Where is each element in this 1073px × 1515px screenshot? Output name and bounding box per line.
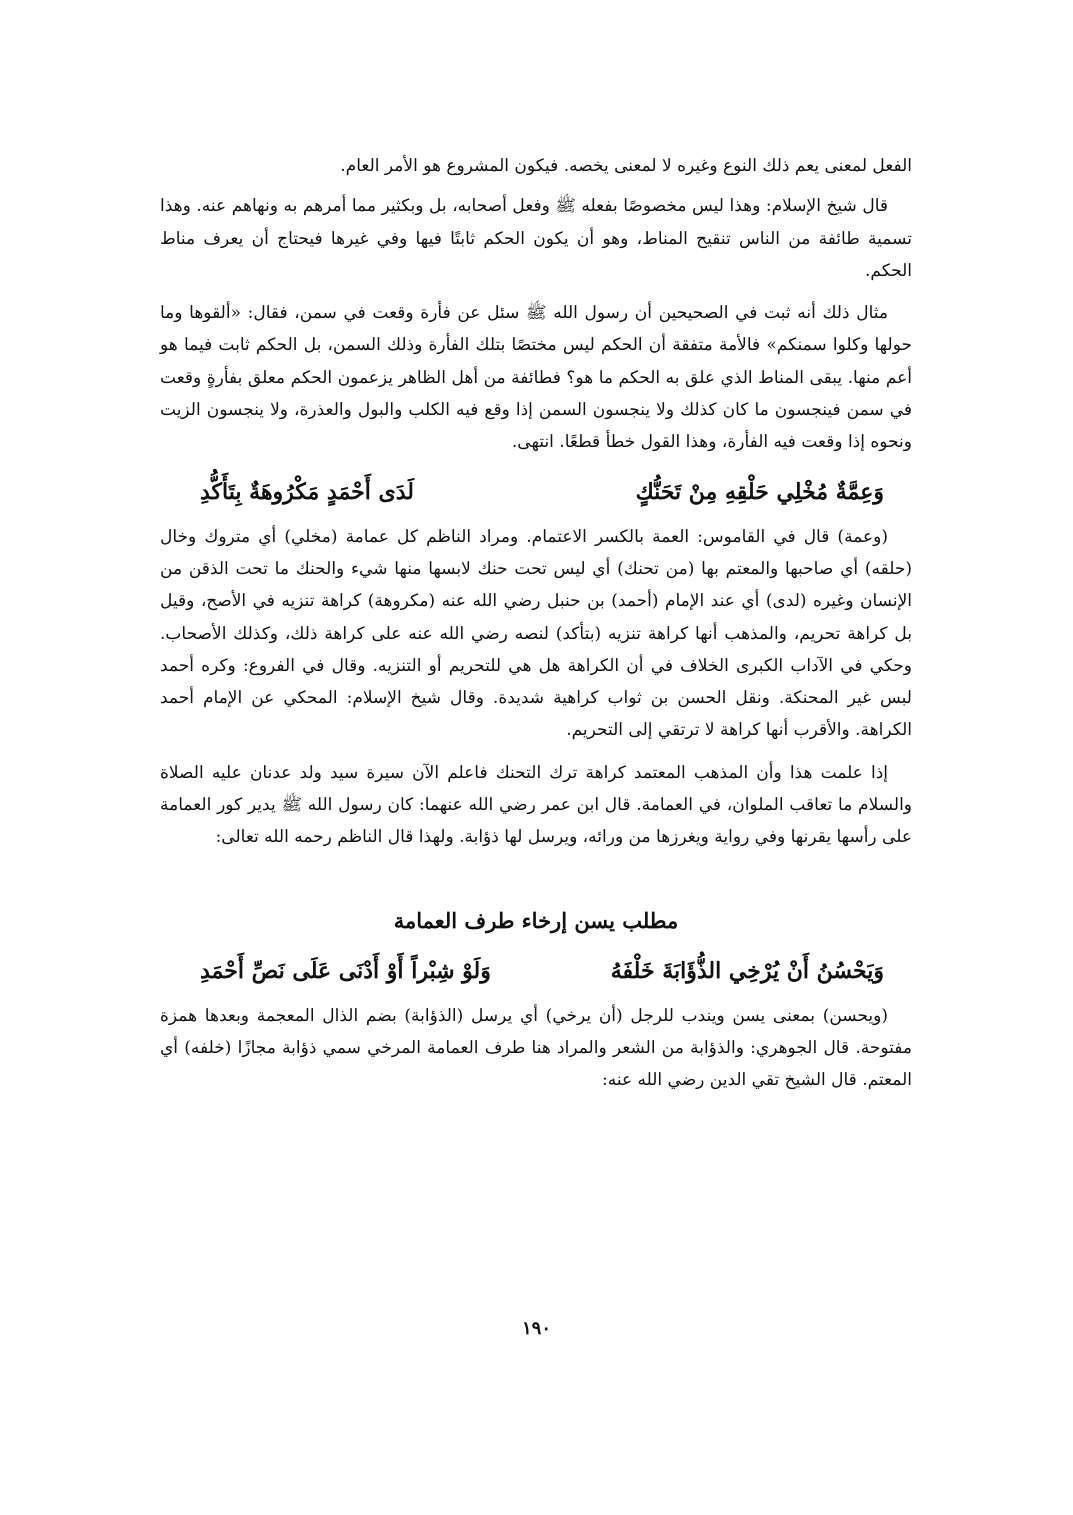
paragraph-commentary-turban: (وعمة) قال في القاموس: العمة بالكسر الاعتمام. ومراد الناظم كل عمامة (مخلي) أي متروك وخال (حلقه) أي صاحبها والمعتم بها (من تحنك) أي ليس تحت حنك لابسها منها شيء والحنك ما تحت الذقن من الإنسان وغيره (لدى) أي عند الإمام (أحمد) بن حنبل رضي الله عنه (مكروهة) كراهة تنزيه في الأصح، وقيل بل كراهة تحريم، والمذهب أنها كراهة تنزيه (بتأكد) لنصه رضي الله عنه على كراهة ذلك، وكذلك الأصحاب. وحكي في الآداب الكبرى الخلاف في أن الكراهة هل هي للتحريم أو التنزيه. وقال في الفروع: وكره أحمد لبس غير المحنكة. ونقل الحسن بن ثواب كراهية شديدة. وقال شيخ الإسلام: المحكي عن الإمام أحمد الكراهة. والأقرب أنها كراهة لا ترتقي إلى التحريم. (160, 526, 912, 741)
paragraph-example-mouse: مثال ذلك أنه ثبت في الصحيحين أن رسول الله ﷺ سئل عن فأرة وقعت في سمن، فقال: «ألقوها وما حولها وكلوا سمنكم» فالأمة متفقة أن الحكم ليس مختصًا بتلك الفأرة وذلك السمن، بل الحكم ثابت فيما هو أعم منها. يبقى المناط الذي علق به الحكم ما هو؟ فطائفة من أهل الظاهر يزعمون الحكم معلق بفأرةٍ وقعت في سمن فينجسون ما كان كذلك ولا ينجسون السمن إذا وقع فيه الكلب والبول والعذرة، ولا ينجسون الزيت ونحوه إذا وقعت فيه الفأرة، وهذا القول خطأ قطعًا. انتهى. (160, 303, 912, 453)
paragraph-prophet-turban: إذا علمت هذا وأن المذهب المعتمد كراهة ترك التحنك فاعلم الآن سيرة سيد ولد عدنان عليه الصلاة والسلام ما تعاقب الملوان، في العمامة. قال ابن عمر رضي الله عنهما: كان رسول الله ﷺ يدير كور العمامة على رأسها يقرنها وفي رواية ويغرزها من ورائه، ويرسل لها ذؤابة. ولهذا قال الناظم رحمه الله تعالى: (160, 762, 912, 848)
verse-left-hemistich: وَلَوْ شِبْراً أَوْ أَدْنَى عَلَى نَصِّ أَحْمَدِ (200, 957, 491, 984)
verse-turban-chin (160, 469, 912, 515)
verse-right-hemistich: وَعِمَّةٌ مُخْلِي حَلْقِهِ مِنْ تَحَنُّكٍ (635, 478, 884, 505)
page-body (160, 150, 912, 1107)
paragraph-sheikh-islam: قال شيخ الإسلام: وهذا ليس مخصوصًا بفعله ﷺ وفعل أصحابه، بل وبكثير مما أمرهم به ونهاهم عنه. وهذا تسمية طائفة من الناس تنقيح المناط، وهو أن يكون الحكم ثابتًا فيها وفي غيرها فيحتاج أن يعرف مناط الحكم. (160, 196, 912, 281)
page-number: ١٩٠ (521, 1318, 551, 1339)
paragraph-continuation: الفعل لمعنى يعم ذلك النوع وغيره لا لمعنى يخصه. فيكون المشروع هو الأمر العام. (340, 156, 912, 176)
paragraph-commentary-tail: (ويحسن) بمعنى يسن ويندب للرجل (أن يرخي) أي يرسل (الذؤابة) بضم الذال المعجمة وبعدها همزة مفتوحة. قال الجوهري: والذؤابة من الشعر والمراد هنا طرف العمامة المرخي سمي ذؤابة مجازًا (خلفه) أي المعتم. قال الشيخ تقي الدين رضي الله عنه: (160, 1005, 912, 1091)
verse-right-hemistich: وَيَحْسُنُ أَنْ يُرْخِي الذُّؤَابَةَ خَلْفَهُ (610, 957, 884, 984)
section-title: مطلب يسن إرخاء طرف العمامة (393, 907, 679, 933)
verse-turban-tail (160, 948, 912, 994)
verse-left-hemistich: لَدَى أَحْمَدٍ مَكْرُوهَةٌ بِتَأَكُّدِ (200, 478, 415, 505)
